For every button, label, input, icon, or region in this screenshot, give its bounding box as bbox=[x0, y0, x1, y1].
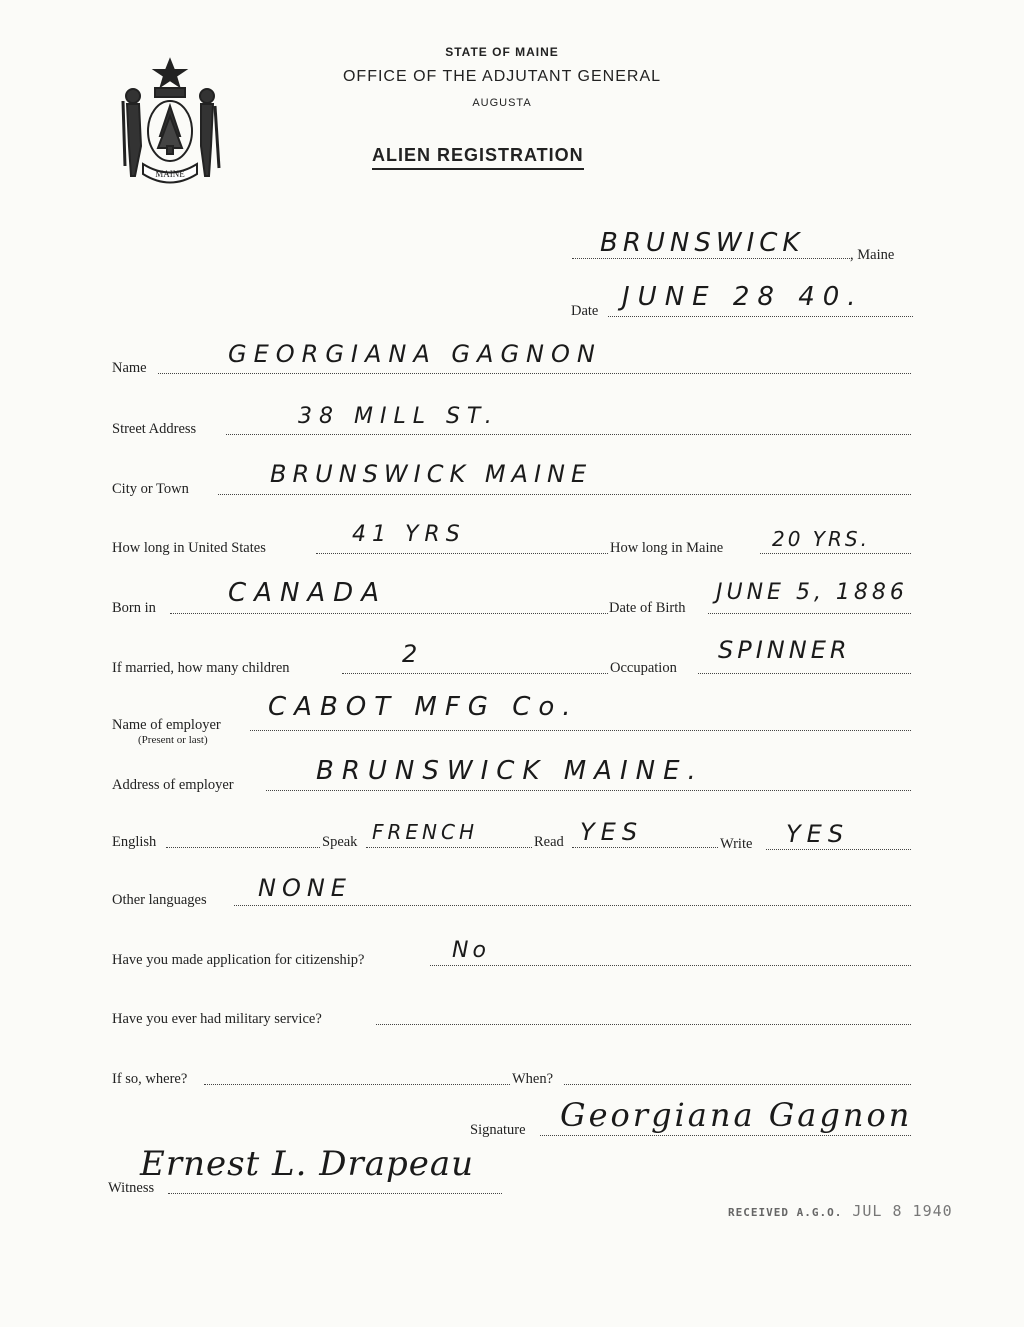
maine-years-value: 20 YRS. bbox=[772, 527, 870, 551]
city-value: BRUNSWICK MAINE bbox=[270, 460, 593, 488]
read-value: YES bbox=[580, 818, 644, 846]
dob-label: Date of Birth bbox=[609, 600, 686, 616]
town-label: , Maine bbox=[850, 247, 895, 263]
employer-label: Name of employer bbox=[112, 717, 221, 733]
employer-line bbox=[250, 730, 911, 731]
military-label: Have you ever had military service? bbox=[112, 1011, 322, 1027]
maine-years-line bbox=[760, 553, 911, 554]
form-title: ALIEN REGISTRATION bbox=[372, 145, 584, 170]
name-value: GEORGIANA GAGNON bbox=[228, 340, 602, 368]
military-line bbox=[376, 1024, 911, 1025]
city-heading: AUGUSTA bbox=[472, 97, 532, 109]
state-heading: STATE OF MAINE bbox=[445, 45, 559, 59]
date-label: Date bbox=[571, 303, 599, 319]
witness-label: Witness bbox=[108, 1180, 155, 1196]
speak-label: Speak bbox=[322, 834, 358, 850]
read-line bbox=[572, 847, 718, 848]
maine-years-label: How long in Maine bbox=[610, 540, 724, 556]
employer-address-line bbox=[266, 790, 911, 791]
street-line bbox=[226, 434, 911, 435]
children-value: 2 bbox=[402, 640, 423, 668]
when-label: When? bbox=[512, 1071, 554, 1087]
employer-sublabel: (Present or last) bbox=[138, 734, 208, 746]
read-label: Read bbox=[534, 834, 564, 850]
occupation-value: SPINNER bbox=[718, 636, 851, 664]
town-value: BRUNSWICK bbox=[600, 228, 805, 258]
when-line bbox=[564, 1084, 911, 1085]
where-line bbox=[204, 1084, 510, 1085]
dob-line bbox=[708, 613, 911, 614]
occupation-label: Occupation bbox=[610, 660, 677, 676]
svg-text:MAINE: MAINE bbox=[155, 169, 185, 179]
employer-value: CABOT MFG Co. bbox=[268, 692, 579, 722]
office-heading: OFFICE OF THE ADJUTANT GENERAL bbox=[342, 68, 662, 85]
date-value: JUNE 28 40. bbox=[622, 282, 864, 312]
write-label: Write bbox=[720, 836, 753, 852]
children-line bbox=[342, 673, 608, 674]
dob-value: JUNE 5, 1886 bbox=[716, 580, 908, 605]
occupation-line bbox=[698, 673, 911, 674]
us-years-line bbox=[316, 553, 608, 554]
street-label: Street Address bbox=[112, 421, 197, 437]
speak-value: FRENCH bbox=[372, 820, 479, 844]
signature-value: Georgiana Gagnon bbox=[560, 1096, 913, 1134]
witness-signature: Ernest L. Drapeau bbox=[140, 1144, 475, 1184]
citizenship-value: No bbox=[452, 938, 490, 963]
born-line bbox=[170, 613, 608, 614]
street-value: 38 MILL ST. bbox=[298, 404, 499, 429]
us-years-value: 41 YRS bbox=[352, 522, 466, 547]
city-line bbox=[218, 494, 911, 495]
born-label: Born in bbox=[112, 600, 156, 616]
employer-address-value: BRUNSWICK MAINE. bbox=[316, 756, 704, 786]
other-languages-value: NONE bbox=[258, 874, 352, 902]
citizenship-label: Have you made application for citizenship? bbox=[112, 952, 365, 968]
city-label: City or Town bbox=[112, 481, 189, 497]
stamp-prefix: RECEIVED A.G.O. bbox=[728, 1206, 843, 1219]
name-label: Name bbox=[112, 360, 147, 376]
citizenship-line bbox=[430, 965, 911, 966]
write-value: YES bbox=[786, 820, 850, 848]
english-label: English bbox=[112, 834, 157, 850]
where-label: If so, where? bbox=[112, 1071, 188, 1087]
other-languages-line bbox=[234, 905, 911, 906]
signature-line bbox=[540, 1135, 911, 1136]
us-years-label: How long in United States bbox=[112, 540, 266, 556]
other-languages-label: Other languages bbox=[112, 892, 207, 908]
witness-line bbox=[168, 1193, 502, 1194]
write-line bbox=[766, 849, 911, 850]
name-line bbox=[158, 373, 911, 374]
born-value: CANADA bbox=[228, 578, 387, 608]
received-stamp bbox=[728, 1202, 953, 1220]
english-line bbox=[166, 847, 320, 848]
speak-line bbox=[366, 847, 532, 848]
employer-address-label: Address of employer bbox=[112, 777, 234, 793]
date-line bbox=[608, 316, 913, 317]
town-line bbox=[572, 258, 850, 259]
stamp-date: JUL 8 1940 bbox=[852, 1202, 953, 1220]
signature-label: Signature bbox=[470, 1122, 526, 1138]
children-label: If married, how many children bbox=[112, 660, 290, 676]
